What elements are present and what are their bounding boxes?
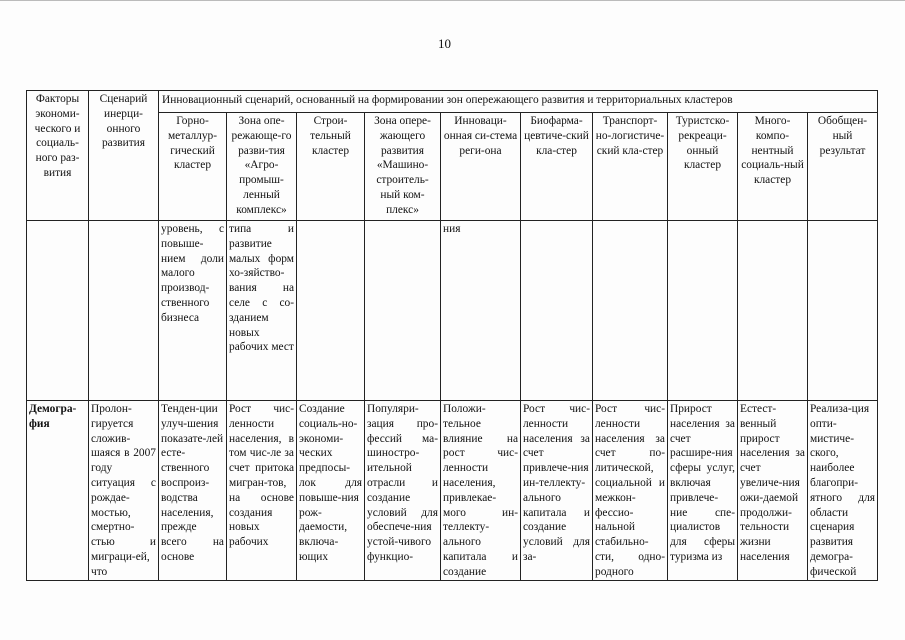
cont-mining-cell: уровень, с повыше-нием доли малого производ-ственного бизнеса <box>159 221 227 401</box>
scan-top-edge <box>0 0 905 1</box>
demography-biopharma: Рост чис-ленности населения за счет привлече-ния ин-теллекту-ального капитала и создание условий для за- <box>521 401 593 581</box>
header-row <box>27 91 878 113</box>
cont-machinery-cell <box>365 221 441 401</box>
header-innovation-system: Инноваци-онная си-стема реги-она <box>441 113 521 221</box>
demography-machinery: Популяри-зация про-фессий ма-шиностро-ительной отрасли и создание условий для обеспече-ния устой-чивого функцио- <box>365 401 441 581</box>
cont-biopharma-cell <box>521 221 593 401</box>
demography-innovation: Положи-тельное влияние на рост чис-ленности населения, привлекае-мого ин-теллекту-ального капитала и создание <box>441 401 521 581</box>
header-factors: Факторы экономи-ческого и социаль-ного раз-вития <box>27 91 89 221</box>
header-biopharma-cluster: Биофарма-цевтиче-ский кла-стер <box>521 113 593 221</box>
header-construction-cluster: Строи-тельный кластер <box>297 113 365 221</box>
demography-tourism: Прирост населения за счет расшире-ния сферы услуг, включая привлече-ние спе-циалистов для сферы туризма из <box>668 401 738 581</box>
scenario-table <box>26 90 878 581</box>
header-transport-cluster: Транспорт-но-логистиче-ский кла-стер <box>593 113 668 221</box>
cont-transport-cell <box>593 221 668 401</box>
cont-social-cell <box>738 221 808 401</box>
continuation-row <box>27 221 878 401</box>
header-agro-zone: Зона опе-режающе-го разви-тия «Агро-промыш-ленный комплекс» <box>227 113 297 221</box>
header-innovative: Инновационный сценарий, основанный на формировании зон опережающего развития и территориальных кластеров <box>159 91 878 113</box>
cont-innovation-cell: ния <box>441 221 521 401</box>
cont-summary-cell <box>808 221 878 401</box>
cont-tourism-cell <box>668 221 738 401</box>
demography-agro: Рост чис-ленности населения, в том чис-ле за счет притока мигран-тов, на основе создания новых рабочих <box>227 401 297 581</box>
header-inertial: Сценарий инерци-онного развития <box>89 91 159 221</box>
header-social-cluster: Много-компо-нентный социаль-ный кластер <box>738 113 808 221</box>
header-summary-result: Обобщен-ный результат <box>808 113 878 221</box>
cont-factors-cell <box>27 221 89 401</box>
page-number: 10 <box>438 36 451 51</box>
demography-social: Естест-венный прирост населения за счет увеличе-ния ожи-даемой продолжи-тельности жизни населения <box>738 401 808 581</box>
header-machinery-zone: Зона опере-жающего развития «Машино-строитель-ный ком-плекс» <box>365 113 441 221</box>
header-mining-cluster: Горно-металлур-гический кластер <box>159 113 227 221</box>
cont-inertial-cell <box>89 221 159 401</box>
demography-summary: Реализа-ция опти-мистиче-ского, наиболее благопри-ятного для области сценария развития демогра-фической <box>808 401 878 581</box>
cont-construction-cell <box>297 221 365 401</box>
demography-construction: Создание социаль-но-экономи-ческих предпосы-лок для повыше-ния рож-даемости, включа-ющих <box>297 401 365 581</box>
demography-mining: Тенден-ции улуч-шения показате-лей есте-ственного воспроиз-водства населения, прежде всего на основе <box>159 401 227 581</box>
cont-agro-cell: типа и развитие малых форм хо-зяйство-вания на селе с со-зданием новых рабочих мест <box>227 221 297 401</box>
demography-row <box>27 401 878 581</box>
header-tourism-cluster: Туристско-рекреаци-онный кластер <box>668 113 738 221</box>
demography-inertial: Пролон-гируется сложив-шаяся в 2007 году ситуация с рождае-мостью, смертно-стью и миграци-ей, что <box>89 401 159 581</box>
demography-factor: Демогра-фия <box>27 401 89 581</box>
demography-transport: Рост чис-ленности населения за счет по-литической, социальной и межкон-фессио-нальной стабильно-сти, одно-родного <box>593 401 668 581</box>
